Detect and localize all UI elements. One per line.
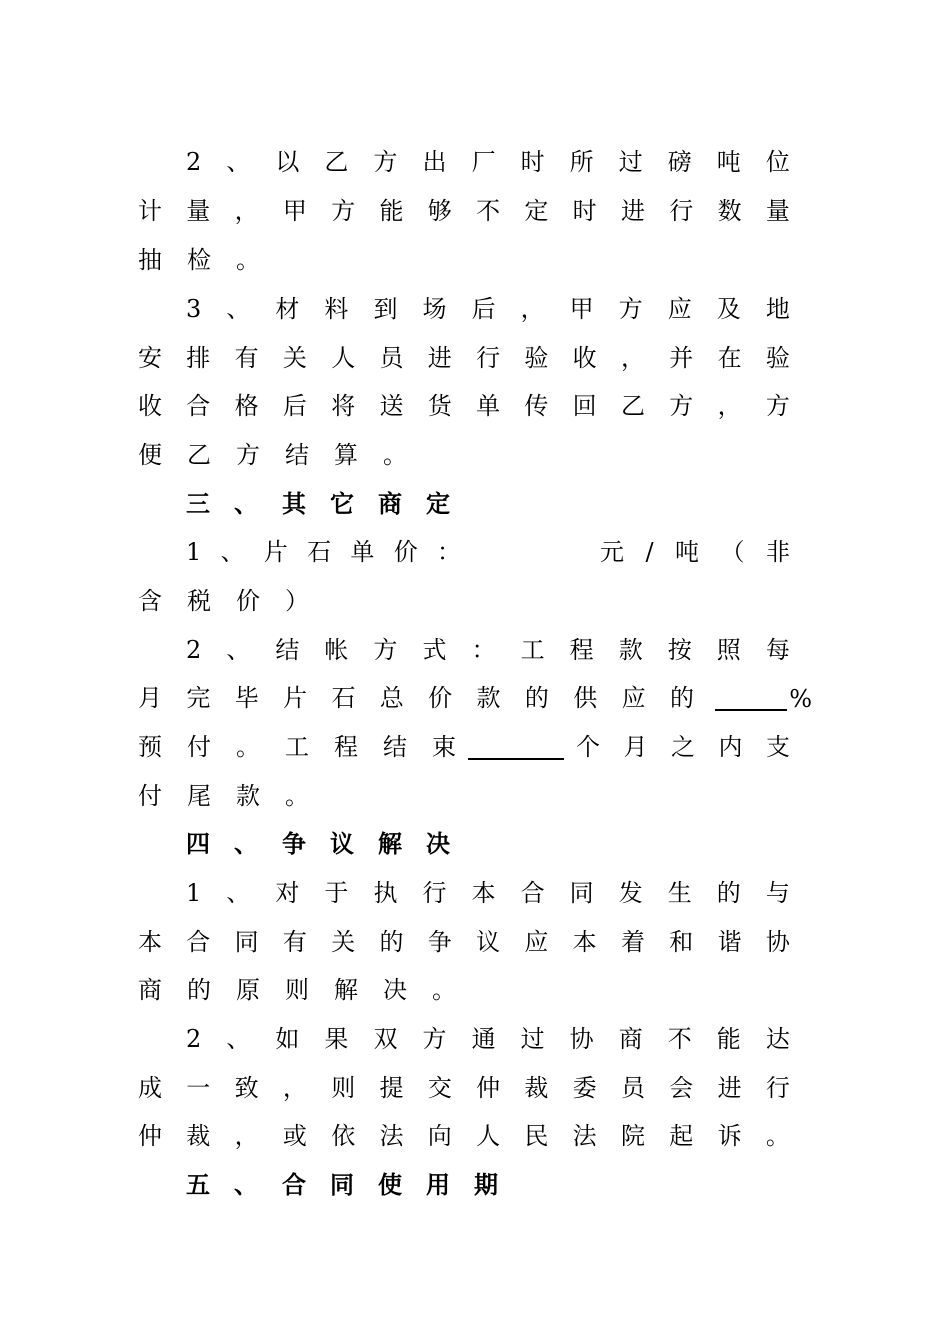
text-line: 收 合 格 后 将 送 货 单 传 回 乙 方 ， 方: [138, 391, 790, 420]
text-line-percent: [138, 673, 812, 722]
text-line: 计 量 ， 甲 方 能 够 不 定 时 进 行 数 量: [138, 196, 790, 225]
section-heading-5: 五 、 合 同 使 用 期: [186, 1169, 498, 1199]
text-line: 抽 检 。: [138, 245, 260, 274]
section-heading-3: 三 、 其 它 商 定: [186, 488, 450, 518]
percent-sign: %: [789, 684, 812, 713]
text-line: 便 乙 方 结 算 。: [138, 440, 407, 469]
text-line: 3 、 材 料 到 场 后 ， 甲 方 应 及 地: [186, 294, 790, 323]
text-line: 含 税 价 ）: [138, 586, 309, 615]
text-line: 安 排 有 关 人 员 进 行 验 收 ， 并 在 验: [138, 343, 790, 372]
text-line: 2 、 结 帐 方 式 ： 工 程 款 按 照 每: [186, 635, 790, 664]
text-line: 本 合 同 有 关 的 争 议 应 本 着 和 谐 协: [138, 927, 790, 956]
percent-blank: [715, 685, 787, 711]
text-line: 2 、 以 乙 方 出 厂 时 所 过 磅 吨 位: [186, 147, 790, 176]
price-unit: 元 / 吨 （ 非: [600, 537, 790, 566]
text-line: 商 的 原 则 解 决 。: [138, 975, 456, 1004]
text-line-months: [138, 722, 790, 771]
months-rest: 个 月 之 内 支: [576, 732, 790, 761]
text-line: 成 一 致 ， 则 提 交 仲 裁 委 员 会 进 行: [138, 1073, 790, 1102]
months-blank: [468, 734, 564, 760]
price-label: 1 、 片 石 单 价 ：: [186, 537, 461, 566]
text-line: 付 尾 款 。: [138, 781, 309, 810]
text-line-price: [186, 527, 790, 576]
months-label: 预 付 。 工 程 结 束: [138, 732, 456, 761]
text-line: 2 、 如 果 双 方 通 过 协 商 不 能 达: [186, 1024, 790, 1053]
percent-label: 月 完 毕 片 石 总 价 款 的 供 应 的: [138, 683, 694, 712]
text-line: 仲 裁 ， 或 依 法 向 人 民 法 院 起 诉 。: [138, 1121, 790, 1150]
section-heading-4: 四 、 争 议 解 决: [186, 828, 450, 858]
text-line: 1 、 对 于 执 行 本 合 同 发 生 的 与: [186, 878, 790, 907]
